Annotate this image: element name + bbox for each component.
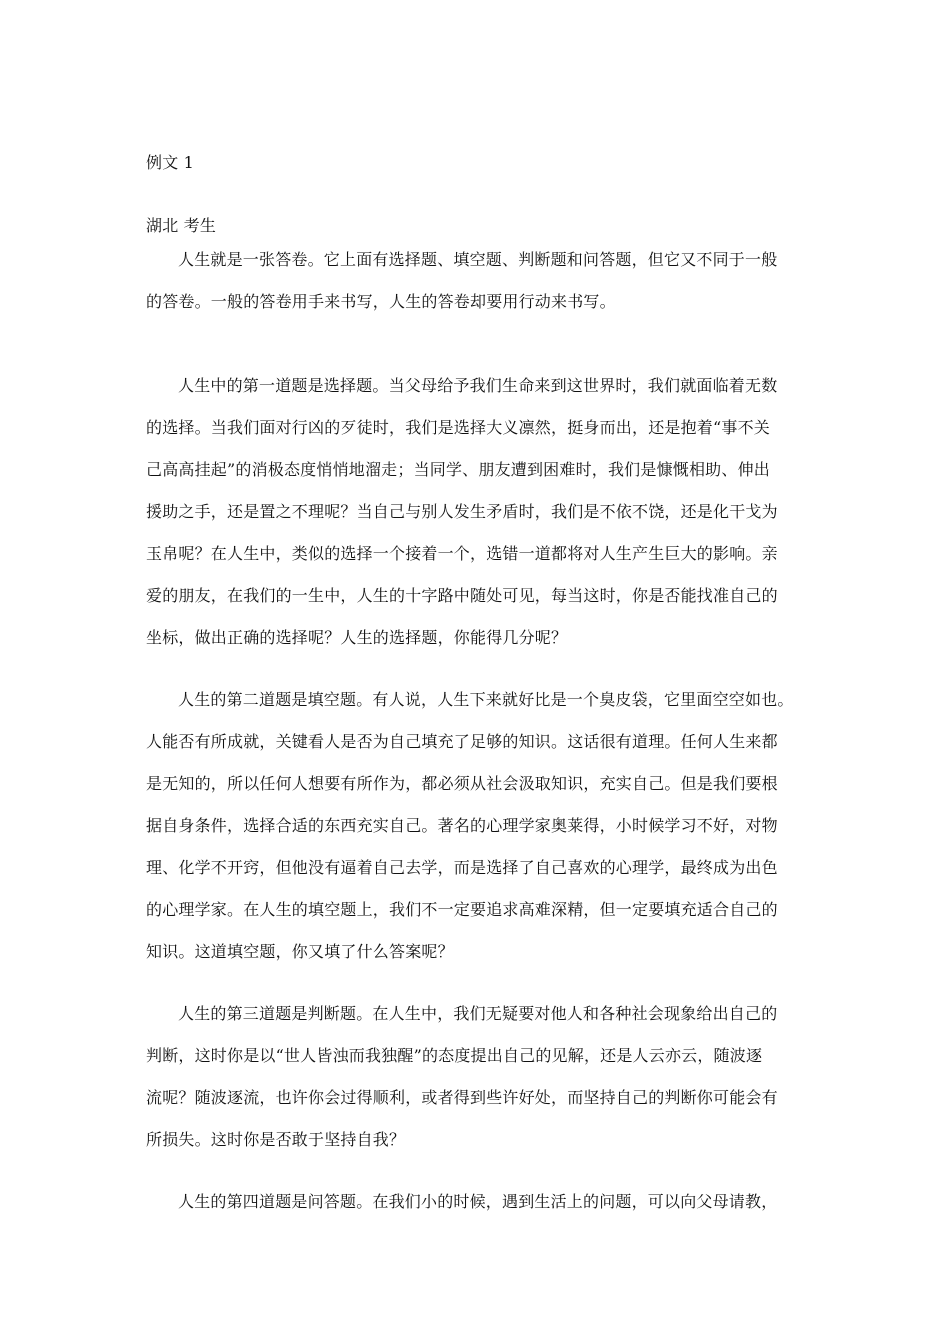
paragraph-line: 人生的第四道题是问答题。在我们小的时候，遇到生活上的问题，可以向父母请教， bbox=[178, 1192, 778, 1211]
paragraph-line: 人生中的第一道题是选择题。当父母给予我们生命来到这世界时，我们就面临着无数 bbox=[178, 376, 778, 395]
paragraph-line: 人生就是一张答卷。它上面有选择题、填空题、判断题和问答题，但它又不同于一般 bbox=[178, 250, 778, 269]
paragraph-line: 的答卷。一般的答卷用手来书写，人生的答卷却要用行动来书写。 bbox=[146, 292, 616, 311]
paragraph-line: 人生的第三道题是判断题。在人生中，我们无疑要对他人和各种社会现象给出自己的 bbox=[178, 1004, 778, 1023]
paragraph-line: 的心理学家。在人生的填空题上，我们不一定要追求高难深精，但一定要填充适合自己的 bbox=[146, 900, 778, 919]
paragraph-line: 爱的朋友，在我们的一生中，人生的十字路中随处可见，每当这时，你是否能找准自己的 bbox=[146, 586, 778, 605]
paragraph-line: 判断，这时你是以“世人皆浊而我独醒”的态度提出自己的见解，还是人云亦云，随波逐 bbox=[146, 1046, 763, 1065]
paragraph-line: 流呢？随波逐流，也许你会过得顺利，或者得到些许好处，而坚持自己的判断你可能会有 bbox=[146, 1088, 778, 1107]
document-title: 例文 1 bbox=[146, 153, 195, 172]
paragraph-line: 坐标，做出正确的选择呢？人生的选择题，你能得几分呢？ bbox=[146, 628, 568, 647]
paragraph-line: 的选择。当我们面对行凶的歹徒时，我们是选择大义凛然，挺身而出，还是抱着“事不关 bbox=[146, 418, 770, 437]
paragraph-line: 援助之手，还是置之不理呢？当自己与别人发生矛盾时，我们是不依不饶，还是化干戈为 bbox=[146, 502, 778, 521]
paragraph-line: 人生的第二道题是填空题。有人说，人生下来就好比是一个臭皮袋，它里面空空如也。 bbox=[178, 690, 794, 709]
paragraph-line: 知识。这道填空题，你又填了什么答案呢？ bbox=[146, 942, 454, 961]
paragraph-line: 据自身条件，选择合适的东西充实自己。著名的心理学家奥莱得，小时候学习不好，对物 bbox=[146, 816, 778, 835]
paragraph-line: 玉帛呢？在人生中，类似的选择一个接着一个，选错一道都将对人生产生巨大的影响。亲 bbox=[146, 544, 778, 563]
paragraph-line: 是无知的，所以任何人想要有所作为，都必须从社会汲取知识，充实自己。但是我们要根 bbox=[146, 774, 778, 793]
paragraph-line: 己高高挂起”的消极态度悄悄地溜走；当同学、朋友遭到困难时，我们是慷慨相助、伸出 bbox=[146, 460, 770, 479]
paragraph-line: 所损失。这时你是否敢于坚持自我？ bbox=[146, 1130, 406, 1149]
paragraph-line: 人能否有所成就，关键看人是否为自己填充了足够的知识。这话很有道理。任何人生来都 bbox=[146, 732, 778, 751]
author-line: 湖北 考生 bbox=[146, 216, 217, 235]
paragraph-line: 理、化学不开窍，但他没有逼着自己去学，而是选择了自己喜欢的心理学，最终成为出色 bbox=[146, 858, 778, 877]
